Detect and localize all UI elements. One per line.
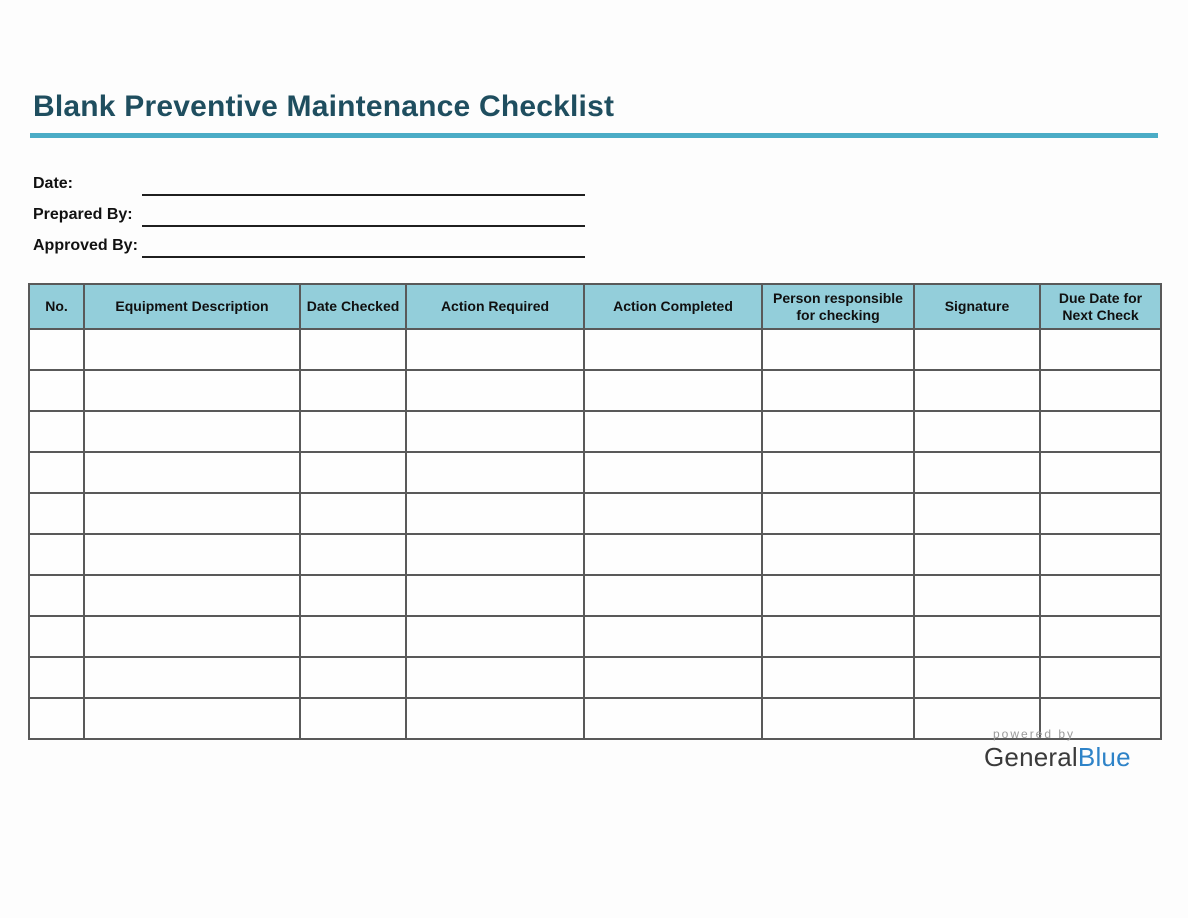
table-cell[interactable] [1040, 452, 1161, 493]
table-cell[interactable] [584, 370, 762, 411]
table-cell[interactable] [300, 493, 406, 534]
table-cell[interactable] [406, 657, 584, 698]
table-row [29, 534, 1161, 575]
table-cell[interactable] [762, 493, 914, 534]
table-cell[interactable] [84, 698, 300, 739]
table-cell[interactable] [84, 534, 300, 575]
table-cell[interactable] [300, 616, 406, 657]
table-row [29, 616, 1161, 657]
table-cell[interactable] [29, 616, 84, 657]
table-cell[interactable] [584, 657, 762, 698]
table-cell[interactable] [406, 616, 584, 657]
date-field-row [33, 170, 585, 196]
column-header-due-date-for-next-check: Due Date for Next Check [1040, 284, 1161, 329]
table-cell[interactable] [584, 616, 762, 657]
table-cell[interactable] [84, 493, 300, 534]
table-cell[interactable] [29, 411, 84, 452]
table-cell[interactable] [914, 493, 1040, 534]
powered-by-text: powered by [993, 727, 1076, 741]
prepared-by-label: Prepared By: [33, 206, 133, 223]
table-row [29, 370, 1161, 411]
table-body [29, 329, 1161, 739]
table-cell[interactable] [762, 534, 914, 575]
column-header-equipment-description: Equipment Description [84, 284, 300, 329]
table-cell[interactable] [84, 370, 300, 411]
table-cell[interactable] [762, 370, 914, 411]
table-row [29, 329, 1161, 370]
prepared-by-field-row [33, 201, 585, 227]
table-row [29, 657, 1161, 698]
table-cell[interactable] [29, 493, 84, 534]
table-cell[interactable] [406, 411, 584, 452]
date-label: Date: [33, 175, 74, 192]
table-cell[interactable] [584, 411, 762, 452]
table-cell[interactable] [914, 534, 1040, 575]
table-cell[interactable] [300, 575, 406, 616]
table-cell[interactable] [584, 329, 762, 370]
table-cell[interactable] [762, 616, 914, 657]
table-cell[interactable] [584, 575, 762, 616]
table-row [29, 575, 1161, 616]
table-cell[interactable] [29, 452, 84, 493]
table-cell[interactable] [584, 493, 762, 534]
table-cell[interactable] [300, 370, 406, 411]
table-cell[interactable] [762, 411, 914, 452]
date-input-line[interactable] [142, 170, 585, 196]
approved-by-label: Approved By: [33, 237, 138, 254]
table-cell[interactable] [300, 452, 406, 493]
table-cell[interactable] [300, 329, 406, 370]
table-cell[interactable] [1040, 411, 1161, 452]
table-cell[interactable] [1040, 657, 1161, 698]
table-cell[interactable] [1040, 329, 1161, 370]
column-header-action-required: Action Required [406, 284, 584, 329]
page-title: Blank Preventive Maintenance Checklist [33, 90, 615, 123]
brand-blue-text: Blue [1077, 742, 1131, 772]
table-cell[interactable] [914, 657, 1040, 698]
table-cell[interactable] [29, 575, 84, 616]
column-header-no: No. [29, 284, 84, 329]
table-cell[interactable] [300, 534, 406, 575]
table-cell[interactable] [84, 411, 300, 452]
table-cell[interactable] [762, 452, 914, 493]
maintenance-checklist-table [28, 283, 1162, 740]
table-cell[interactable] [584, 452, 762, 493]
table-cell[interactable] [406, 452, 584, 493]
approved-by-input-line[interactable] [142, 232, 585, 258]
table-cell[interactable] [914, 370, 1040, 411]
form-fields [33, 170, 585, 263]
table-cell[interactable] [300, 657, 406, 698]
table-cell[interactable] [914, 616, 1040, 657]
table-cell[interactable] [914, 452, 1040, 493]
table-cell[interactable] [1040, 493, 1161, 534]
table-cell[interactable] [1040, 575, 1161, 616]
table-cell[interactable] [762, 657, 914, 698]
table-cell[interactable] [84, 616, 300, 657]
table-cell[interactable] [1040, 370, 1161, 411]
title-underline-rule [30, 133, 1158, 138]
table-cell[interactable] [406, 575, 584, 616]
table-row [29, 411, 1161, 452]
table-cell[interactable] [84, 657, 300, 698]
table-cell[interactable] [914, 411, 1040, 452]
table-cell[interactable] [762, 329, 914, 370]
brand-wordmark [984, 742, 1144, 773]
table-cell[interactable] [406, 329, 584, 370]
table-cell[interactable] [406, 493, 584, 534]
table-cell[interactable] [584, 698, 762, 739]
brand-general-text: General [984, 742, 1078, 772]
table-cell[interactable] [1040, 616, 1161, 657]
column-header-person-responsible-for-checking: Person responsible for checking [762, 284, 914, 329]
table-cell[interactable] [84, 452, 300, 493]
table-row [29, 452, 1161, 493]
table-cell[interactable] [84, 575, 300, 616]
table-cell[interactable] [29, 329, 84, 370]
column-header-signature: Signature [914, 284, 1040, 329]
generalblue-logo [984, 727, 1144, 773]
approved-by-field-row [33, 232, 585, 258]
table-cell[interactable] [406, 698, 584, 739]
table-cell[interactable] [762, 698, 914, 739]
column-header-date-checked: Date Checked [300, 284, 406, 329]
table-cell[interactable] [300, 698, 406, 739]
prepared-by-input-line[interactable] [142, 201, 585, 227]
table-cell[interactable] [300, 411, 406, 452]
table-cell[interactable] [584, 534, 762, 575]
table-cell[interactable] [1040, 534, 1161, 575]
column-header-action-completed: Action Completed [584, 284, 762, 329]
table-header-row [29, 284, 1161, 329]
table-cell[interactable] [406, 370, 584, 411]
table-cell[interactable] [914, 329, 1040, 370]
table-row [29, 493, 1161, 534]
table-cell[interactable] [406, 534, 584, 575]
table-cell[interactable] [29, 370, 84, 411]
table-cell[interactable] [29, 657, 84, 698]
table-cell[interactable] [914, 575, 1040, 616]
table-cell[interactable] [762, 575, 914, 616]
table-cell[interactable] [84, 329, 300, 370]
table-cell[interactable] [29, 534, 84, 575]
table-cell[interactable] [29, 698, 84, 739]
